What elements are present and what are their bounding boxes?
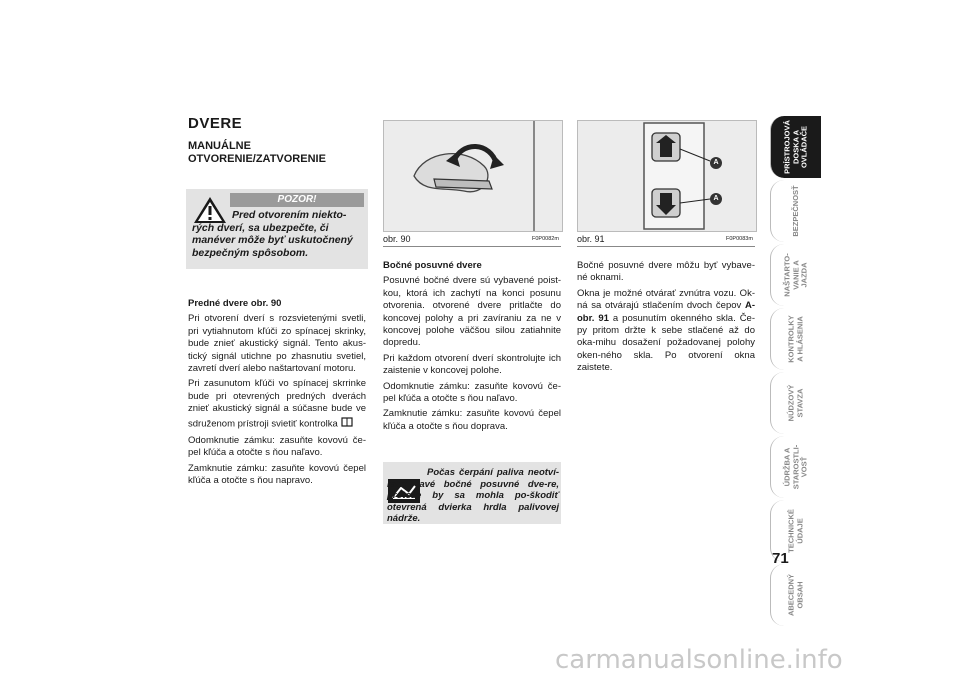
paragraph: Pri každom otvorení dverí skontrolujte ich zaistenie v koncovej polohe. xyxy=(383,352,561,377)
sliding-doors-heading: Bočné posuvné dvere xyxy=(383,260,482,271)
callout-a-bottom: A xyxy=(710,193,722,205)
figure-90-caption: obr. 90 xyxy=(383,234,411,244)
sliding-doors-column xyxy=(383,260,561,436)
paragraph: Posuvné bočné dvere sú vybavené poist-kou, ktorá ich zachytí na konci posunu otvorenia. otvorené dvere pritlačte do koncovej polohy a pri zavíraniu za ne v koncovej polohe väčšou silou zatiahnite dopredu. xyxy=(383,275,561,349)
figure-91-caption: obr. 91 xyxy=(577,234,605,244)
windows-column xyxy=(577,260,755,378)
warning-box xyxy=(186,189,368,269)
front-doors-heading: Predné dvere obr. 90 xyxy=(188,298,282,309)
figure-90-code: F0P0082m xyxy=(532,236,559,242)
paragraph: Bočné posuvné dvere môžu byť vybave-né oknami. xyxy=(577,260,755,284)
tab-maintenance[interactable]: ÚDRŽBA A STAROSTLI- VOSŤ xyxy=(770,436,821,498)
figure-91-code: F0P0083m xyxy=(726,236,753,242)
tab-warning-lights[interactable]: KONTROLKY A HLÁSENIA xyxy=(770,308,821,370)
tab-instrument-panel[interactable]: PRÍSTROJOVÁ DOSKA A OVLÁDAČE xyxy=(770,116,821,178)
figure-90-door-handle xyxy=(383,120,563,232)
door-warning-light-icon xyxy=(340,416,354,432)
divider xyxy=(383,246,561,247)
paragraph: Okna je možné otvárať zvnútra vozu. Ok-ná sa otvárajú stlačením dvoch čepov A-obr. 91 a posunutím okenného skla. Če-py pritom držte k sebe stlačené až do oka-mihu dosažení požadovanej polohy oken-ného skla. Po otvorení okna zaistete. xyxy=(577,287,755,374)
front-doors-column xyxy=(188,298,366,491)
tab-index[interactable]: ABECEDNÝ OBSAH xyxy=(770,564,821,626)
paragraph: Pri zasunutom kľúči vo spínacej skrrinke bude pri otevrených predných dverách znieť akustický signál a súčasne bude ve sdruženom prístroji svietiť kontrolka xyxy=(188,378,366,432)
watermark: carmanualsonline.info xyxy=(555,645,843,675)
tab-emergency[interactable]: NÚDZOVÝ STAVZA xyxy=(770,372,821,434)
paragraph: Zamknutie zámku: zasuňte kovovú čepel kľúča a otočte s ňou napravo. xyxy=(188,462,366,487)
callout-a-top: A xyxy=(710,157,722,169)
divider xyxy=(577,246,755,247)
tab-starting-driving[interactable]: NAŠTARTO- VANIE A JAZDA xyxy=(770,244,821,306)
warning-text: Pred otvorením niekto-rých dverí, sa ubezpečte, či manéver môže byť uskutočnený bezpečným spôsobom. xyxy=(192,209,353,259)
fuel-note-text: Počas čerpání paliva neotví-rajte ľavé bočné posuvné dve-re, protože by sa mohla po-škodiť otevrená dvierka hrdla palivovej nádrže. xyxy=(387,467,559,524)
page-number: 71 xyxy=(772,550,789,567)
paragraph: Odomknutie zámku: zasuňte kovovú če-pel kľúča a otočte s ňou naľavo. xyxy=(383,380,561,405)
paragraph: Pri otvorení dverí s rozsvietenými svetli, pri vytiahnutom kľúči zo spínacej skrinky, bude znieť akustický signál. Tento akus-tický signál utichne po zhasnutiu svetiel, zavretí dverí alebo naštartovaní motoru. xyxy=(188,313,366,375)
section-subtitle: MANUÁLNE OTVORENIE/ZATVORENIE xyxy=(188,140,326,165)
tab-technical-data[interactable]: TECHNICKÉ ÚDAJE xyxy=(770,500,821,562)
fuel-note-box xyxy=(383,462,561,524)
figure-reference: A-obr. 91 xyxy=(577,300,755,324)
warning-label: POZOR! xyxy=(230,193,364,207)
section-title: DVERE xyxy=(188,115,243,132)
paragraph: Odomknutie zámku: zasuňte kovovú če-pel kľúča a otočte s ňou naľavo. xyxy=(188,435,366,459)
figure-91-sliding-window xyxy=(577,120,757,232)
paragraph: Zamknutie zámku: zasuňte kovovú čepel kľúča a otočte s ňou doprava. xyxy=(383,408,561,432)
tab-safety[interactable]: BEZPEČNOSŤ xyxy=(770,180,821,242)
